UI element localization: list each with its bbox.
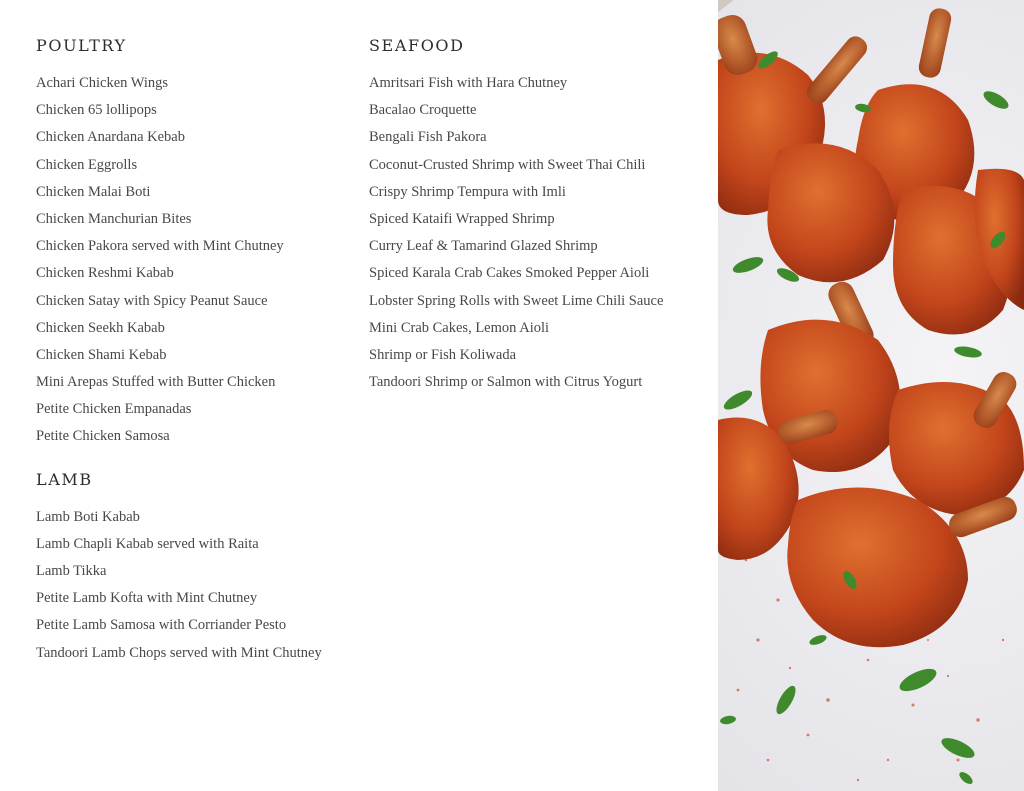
menu-item: Lobster Spring Rolls with Sweet Lime Chili Sauce xyxy=(369,292,664,309)
menu-item: Amritsari Fish with Hara Chutney xyxy=(369,75,568,91)
menu-item: Tandoori Lamb Chops served with Mint Chutney xyxy=(36,644,322,661)
menu-item: Petite Chicken Samosa xyxy=(36,428,170,445)
menu-item: Mini Arepas Stuffed with Butter Chicken xyxy=(36,374,276,391)
menu-item: Coconut-Crusted Shrimp with Sweet Thai Chili xyxy=(369,156,646,173)
menu-item: Shrimp or Fish Koliwada xyxy=(369,346,517,363)
menu-item: Chicken Malai Boti xyxy=(36,183,151,200)
menu-item: Petite Chicken Empanadas xyxy=(36,401,192,418)
menu-item: Bacalao Croquette xyxy=(369,102,477,119)
menu-item: Chicken Seekh Kabab xyxy=(36,319,165,336)
menu-item: Chicken 65 lollipops xyxy=(36,102,157,119)
menu-item: Chicken Eggrolls xyxy=(36,156,138,173)
menu-item: Lamb Boti Kabab xyxy=(36,508,140,525)
menu-item: Chicken Manchurian Bites xyxy=(36,210,192,227)
menu-item: Crispy Shrimp Tempura with Imli xyxy=(369,183,566,200)
menu-item: Spiced Karala Crab Cakes Smoked Pepper Aioli xyxy=(369,265,650,282)
menu-item: Petite Lamb Samosa with Corriander Pesto xyxy=(36,617,287,634)
menu-item: Chicken Reshmi Kabab xyxy=(36,265,174,282)
menu-item: Bengali Fish Pakora xyxy=(369,129,487,146)
menu-item: Chicken Pakora served with Mint Chutney xyxy=(36,238,284,255)
menu-item: Petite Lamb Kofta with Mint Chutney xyxy=(36,590,258,607)
section-title-lamb: LAMB xyxy=(36,469,93,489)
menu-item: Tandoori Shrimp or Salmon with Citrus Yogurt xyxy=(369,374,643,391)
chicken-lollipops-photo xyxy=(718,0,1024,791)
menu-item: Lamb Chapli Kabab served with Raita xyxy=(36,535,259,552)
menu-item: Chicken Shami Kebab xyxy=(36,346,167,363)
poultry-list xyxy=(36,70,356,451)
menu-column-left xyxy=(36,37,356,667)
menu-column-right xyxy=(369,37,709,396)
menu-item: Chicken Anardana Kebab xyxy=(36,129,185,146)
lamb-list xyxy=(36,504,356,667)
menu-item: Curry Leaf & Tamarind Glazed Shrimp xyxy=(369,238,598,255)
food-photo-illustration xyxy=(718,0,1024,791)
menu-item: Chicken Satay with Spicy Peanut Sauce xyxy=(36,292,268,309)
menu-item: Lamb Tikka xyxy=(36,563,107,579)
seafood-list xyxy=(369,70,709,396)
menu-item: Achari Chicken Wings xyxy=(36,75,169,91)
menu-item: Mini Crab Cakes, Lemon Aioli xyxy=(369,319,550,336)
section-title-seafood: SEAFOOD xyxy=(369,36,465,55)
menu-item: Spiced Kataifi Wrapped Shrimp xyxy=(369,210,555,227)
section-title-poultry: POULTRY xyxy=(36,36,127,55)
